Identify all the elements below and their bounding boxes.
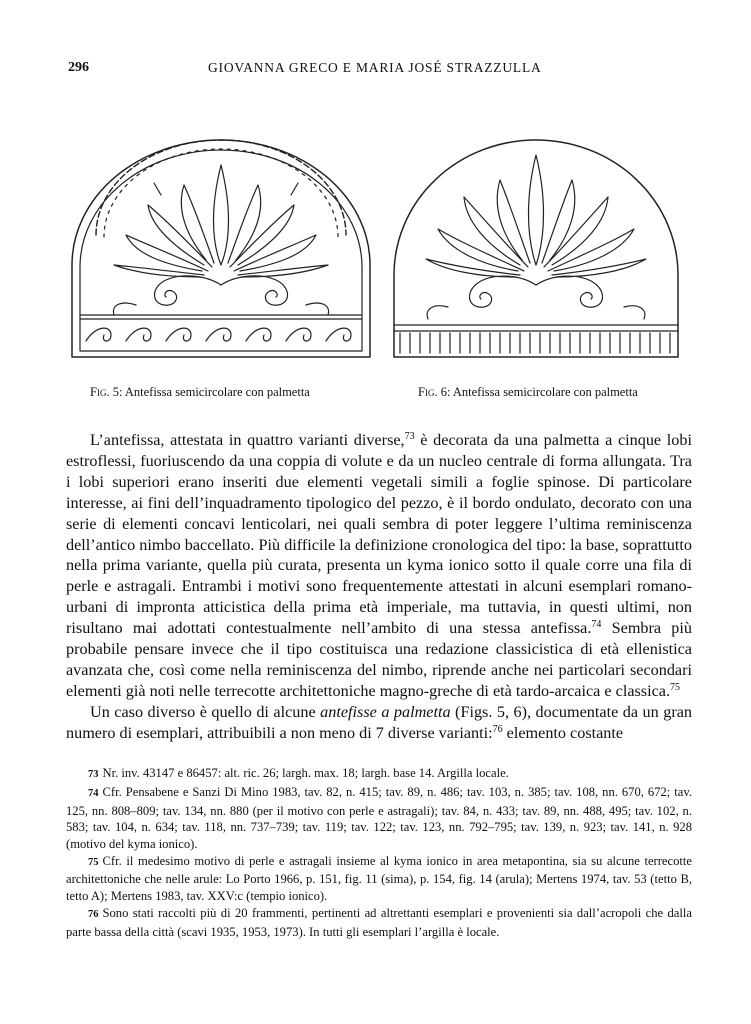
figure-6-caption-text: Antefissa semicircolare con palmetta	[452, 385, 638, 399]
p2-italic-term: antefisse a palmetta	[320, 702, 451, 721]
figure-6-caption	[418, 385, 638, 400]
footnote-76	[66, 905, 692, 940]
footnote-ref-73: 73	[404, 431, 415, 442]
footnote-number: 76	[88, 909, 99, 921]
p1-text-c: Sembra più probabile pensare invece che il tipo costituisca una redazione classicistica di età ellenistica avanzata che, così come nella reminiscenza del nimbo, riprende anche nei particolari secondari elementi già noti nelle terrecotte architettoniche magno-greche di età tardo-arcaica e classica.	[66, 619, 692, 700]
p2-text-b: (Figs. 5, 6), documentate da un gran numero di esemplari, attribuibili a non meno di 7 diverse varianti:	[66, 702, 692, 742]
footnotes	[66, 765, 692, 941]
footnote-text: Nr. inv. 43147 e 86457: alt. ric. 26; largh. max. 18; largh. base 14. Argilla locale.	[102, 766, 509, 780]
figure-6-label: Fig. 6:	[418, 385, 451, 399]
footnote-text: Cfr. il medesimo motivo di perle e astragali insieme al kyma ionico in area metapontina, sia su alcune terrecotte architettoniche che nelle arule: Lo Porto 1966, p. 151, fig. 11 (sima), p. 154, fig. 14 (arula); Mertens 1974, tav. 53 (tetto B, tetto A); Mertens 1983, tav. XXV:c (tempio ionico).	[66, 854, 692, 903]
footnote-ref-76: 76	[492, 723, 503, 735]
p2-text-c: elemento costante	[502, 723, 624, 742]
footnote-ref-75: 75	[670, 681, 681, 693]
p1-text-b: è decorata da una palmetta a cinque lobi estroflessi, fuoriuscendo da una coppia di volute e da un nucleo centrale di forma allungata. Tra i lobi superiori erano inseriti due elementi vegetali simili a foglie spinose. Di particolare interesse, ai fini dell’inquadramento tipologico del pezzo, è il bordo ondulato, decorato con una serie di elementi concavi lenticolari, nei quali sembra di poter leggere l’ultima reminiscenza dell’antico nimbo baccellato. Più difficile la definizione cronologica del tipo: la base, soprattutto nella prima variante, quella più curata, presenta un kyma ionico sotto il quale corre una fila di perle e astragali. Entrambi i motivi sono frequentemente attestati in alcuni esemplari romano-urbani di impronta atticistica della prima età imperiale, ma tuttavia, in questi ultimi, non risultano mai adottati contestualmente nell’ambito di una stessa antefissa.	[66, 431, 692, 638]
page-number: 296	[68, 60, 89, 75]
paragraph-1	[66, 430, 692, 702]
body-text	[66, 430, 692, 744]
footnote-73	[66, 765, 692, 783]
footnote-ref-74: 74	[591, 619, 602, 631]
paragraph-2	[66, 702, 692, 744]
figure-5-caption-text: Antefissa semicircolare con palmetta	[124, 385, 310, 399]
figure-5-label: Fig. 5:	[90, 385, 123, 399]
figure-5-caption	[90, 385, 310, 400]
footnote-text: Sono stati raccolti più di 20 frammenti, pertinenti ad altrettanti esemplari e provenienti sia dall’acropoli che dalla parte bassa della città (scavi 1935, 1953, 1973). In tutti gli esemplari l’argilla è locale.	[66, 906, 692, 939]
p1-text-a: L’antefissa, attestata in quattro varianti diverse,	[90, 431, 405, 449]
footnote-number: 73	[88, 769, 99, 780]
footnote-number: 74	[88, 788, 99, 800]
footnote-75	[66, 853, 692, 904]
figure-6-antefix-drawing	[386, 125, 686, 365]
figure-5-antefix-drawing	[66, 125, 376, 365]
footnote-text: Cfr. Pensabene e Sanzi Di Mino 1983, tav. 82, n. 415; tav. 89, n. 486; tav. 103, n. 385; tav. 108, nn. 670, 672; tav. 125, nn. 808–809; tav. 134, nn. 880 (per il motivo con perle e astragali); tav. 84, n. 433; tav. 89, nn. 488, 495; tav. 102, n. 583; tav. 104, n. 634; tav. 118, nn. 737–739; tav. 119; tav. 122; tav. 123, nn. 792–795; tav. 139, n. 923; tav. 141, n. 928 (motivo del kyma ionico).	[66, 785, 692, 851]
footnote-74	[66, 784, 692, 852]
footnote-number: 75	[88, 857, 99, 869]
running-head: GIOVANNA GRECO E MARIA JOSÉ STRAZZULLA	[208, 60, 542, 75]
p2-text-a: Un caso diverso è quello di alcune	[90, 702, 321, 721]
page-header	[68, 60, 688, 82]
